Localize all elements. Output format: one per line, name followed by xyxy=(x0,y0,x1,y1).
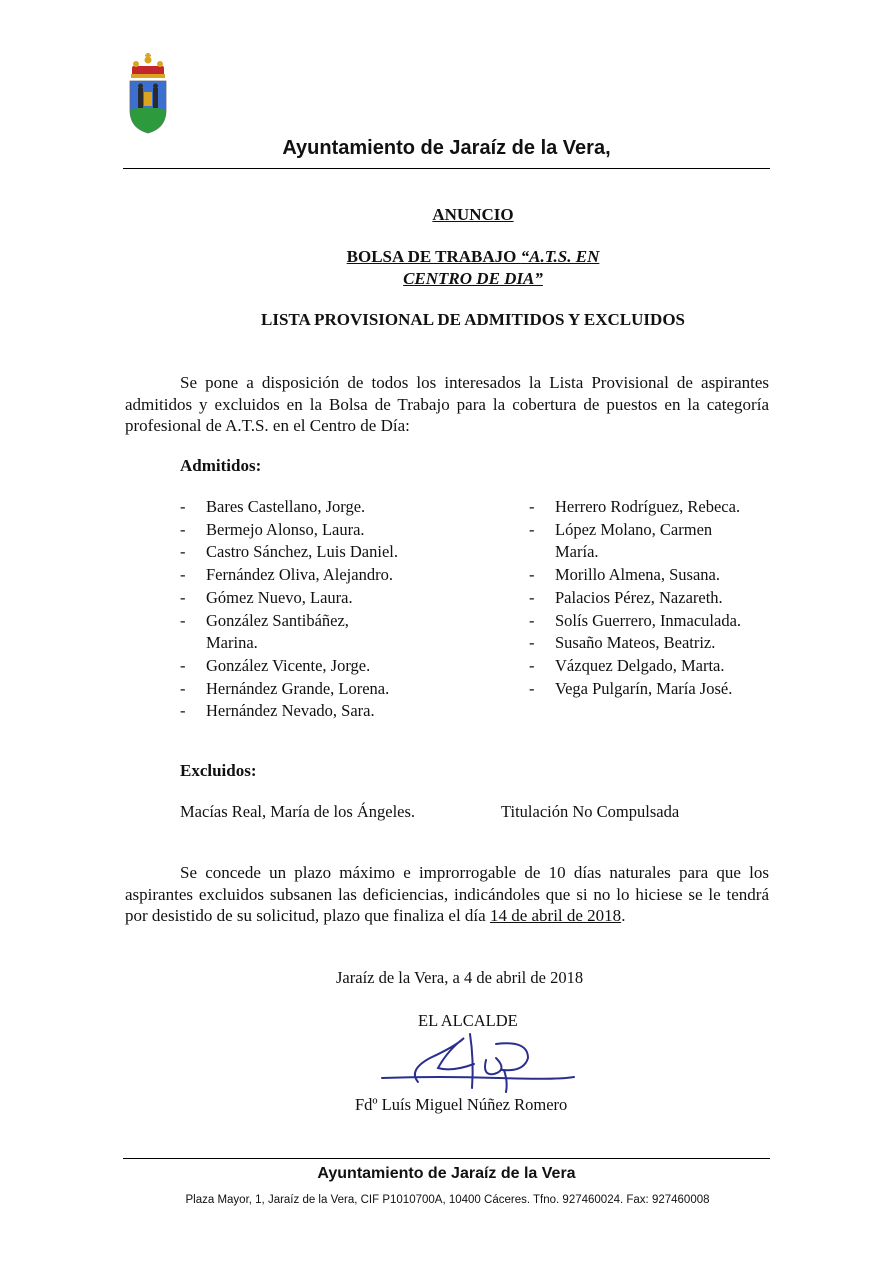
list-item: - Susaño Mateos, Beatriz. xyxy=(529,632,769,655)
list-item: - Castro Sánchez, Luis Daniel. xyxy=(180,541,430,564)
list-item: - González Santibáñez, Marina. xyxy=(180,610,376,655)
admitidos-list-left xyxy=(180,496,430,723)
list-item: - Vega Pulgarín, María José. xyxy=(529,678,769,701)
footer-address: Plaza Mayor, 1, Jaraíz de la Vera, CIF P1010700A, 10400 Cáceres. Tfno. 927460024. Fax: 927460008 xyxy=(185,1194,710,1206)
place-date: Jaraíz de la Vera, a 4 de abril de 2018 xyxy=(336,968,584,987)
closing-text: Se concede un plazo máximo e improrrogable de 10 días naturales para que los aspirantes excluidos subsanen las deficiencias, indicándoles que si no lo hiciese se le tendrá por desistido de su solicitud, plazo que finaliza el día xyxy=(125,863,769,925)
header-divider xyxy=(123,168,770,169)
footer-divider xyxy=(123,1158,770,1159)
footer-title: Ayuntamiento de Jaraíz de la Vera xyxy=(317,1165,576,1182)
list-item: - Solís Guerrero, Inmaculada. xyxy=(529,610,769,633)
signer-name: Fdº Luís Miguel Núñez Romero xyxy=(355,1095,568,1114)
bolsa-title-plain: BOLSA DE TRABAJO xyxy=(346,247,521,266)
list-item: - Gómez Nuevo, Laura. xyxy=(180,587,430,610)
list-item: - López Molano, Carmen María. xyxy=(529,519,735,564)
lista-title: LISTA PROVISIONAL DE ADMITIDOS Y EXCLUIDOS xyxy=(261,310,685,329)
excluido-reason: Titulación No Compulsada xyxy=(501,802,680,821)
anuncio-heading: ANUNCIO xyxy=(432,205,514,224)
alcalde-label: EL ALCALDE xyxy=(418,1011,518,1030)
bolsa-title-italic: “A.T.S. EN xyxy=(520,247,600,266)
list-item: - Fernández Oliva, Alejandro. xyxy=(180,564,430,587)
excluido-name: Macías Real, María de los Ángeles. xyxy=(180,802,416,821)
list-item: - Herrero Rodríguez, Rebeca. xyxy=(529,496,769,519)
closing-end: . xyxy=(621,906,626,925)
list-item: - Vázquez Delgado, Marta. xyxy=(529,655,769,678)
closing-paragraph xyxy=(125,862,769,927)
signature-icon xyxy=(378,1020,578,1100)
admitidos-heading: Admitidos: xyxy=(180,456,262,475)
list-item: - González Vicente, Jorge. xyxy=(180,655,430,678)
header-title: Ayuntamiento de Jaraíz de la Vera, xyxy=(282,137,611,159)
list-item: - Bermejo Alonso, Laura. xyxy=(180,519,430,542)
coat-of-arms-icon xyxy=(126,52,170,134)
excluidos-heading: Excluidos: xyxy=(180,761,257,780)
list-item: - Palacios Pérez, Nazareth. xyxy=(529,587,769,610)
bolsa-title-line2: CENTRO DE DIA” xyxy=(403,269,543,288)
bolsa-title-line1 xyxy=(123,247,823,267)
intro-paragraph xyxy=(125,372,769,437)
list-item: - Hernández Nevado, Sara. xyxy=(180,700,430,723)
list-item: - Bares Castellano, Jorge. xyxy=(180,496,430,519)
list-item: - Hernández Grande, Lorena. xyxy=(180,678,430,701)
admitidos-list-right xyxy=(529,496,769,700)
deadline-date: 14 de abril de 2018 xyxy=(489,906,622,925)
intro-text: Se pone a disposición de todos los interesados la Lista Provisional de aspirantes admitidos y excluidos en la Bolsa de Trabajo para la cobertura de puestos en la categoría profesional de A.T.S. en el Centro de Día: xyxy=(125,373,769,435)
list-item: - Morillo Almena, Susana. xyxy=(529,564,769,587)
